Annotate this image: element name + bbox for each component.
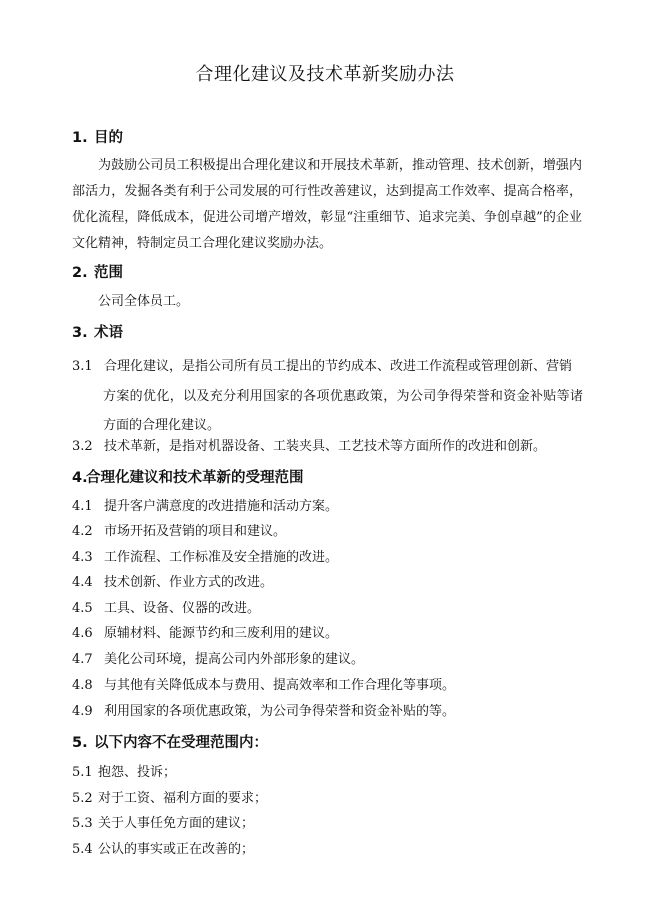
scope-item <box>72 522 286 542</box>
item-text: 技术创新、作业方式的改进。 <box>104 575 274 590</box>
item-text: 原辅材料、能源节约和三废利用的建议。 <box>104 626 339 641</box>
item-text: 技术革新，是指对机器设备、工装夹具、工艺技术等方面所作的改进和创新。 <box>104 439 547 454</box>
scope-item <box>72 702 455 722</box>
item-text: 提升客户满意度的改进措施和活动方案。 <box>104 499 339 514</box>
item-number: 4.4 <box>72 575 93 590</box>
section-title: 术语 <box>94 325 123 341</box>
item-number: 5.1 <box>72 765 93 780</box>
item-text: 抱怨、投诉； <box>98 765 177 780</box>
item-number: 5.4 <box>72 842 93 857</box>
section-5-heading <box>72 732 268 754</box>
item-number: 4.3 <box>72 550 93 565</box>
item-number: 3.2 <box>72 439 93 454</box>
item-text: 对于工资、福利方面的要求； <box>98 791 268 806</box>
scope-item <box>72 676 455 696</box>
item-number: 4.7 <box>72 652 93 667</box>
item-number: 4.8 <box>72 678 93 693</box>
section-number: 3. <box>72 325 88 341</box>
exclusion-item <box>72 763 176 783</box>
item-number: 4.1 <box>72 499 93 514</box>
item-text: 市场开拓及营销的项目和建议。 <box>104 524 287 539</box>
item-text: 关于人事任免方面的建议； <box>98 816 255 831</box>
exclusion-item <box>72 789 267 809</box>
item-number: 5.3 <box>72 816 93 831</box>
section-number: 4. <box>72 470 88 486</box>
scope-item <box>72 624 338 644</box>
section-1-body: 为鼓励公司员工积极提出合理化建议和开展技术革新，推动管理、技术创新，增强内部活力，发掘各类有利于公司发展的可行性改善建议，达到提高工作效率、提高合格率，优化流程，降低成本，促进公司增产增效，彰显“注重细节、追求完美、争创卓越”的企业文化精神，特制定员工合理化建议奖励办法。 <box>72 158 582 251</box>
item-number: 3.1 <box>72 359 93 374</box>
scope-item <box>72 599 260 619</box>
scope-item <box>72 573 273 593</box>
section-2-heading <box>72 262 123 284</box>
section-number: 1. <box>72 130 88 146</box>
item-text: 与其他有关降低成本与费用、提高效率和工作合理化等事项。 <box>104 678 456 693</box>
scope-item <box>72 650 364 670</box>
section-3-heading <box>72 322 123 344</box>
section-number: 5. <box>72 735 88 751</box>
section-title: 合理化建议和技术革新的受理范围 <box>86 470 304 486</box>
item-number: 4.5 <box>72 601 93 616</box>
item-text: 工作流程、工作标准及安全措施的改进。 <box>104 550 339 565</box>
item-text: 利用国家的各项优惠政策，为公司争得荣誉和资金补贴的等。 <box>104 704 456 719</box>
exclusion-item <box>72 814 254 834</box>
item-number: 4.6 <box>72 626 93 641</box>
term-item <box>72 357 572 377</box>
item-text: 美化公司环境，提高公司内外部形象的建议。 <box>104 652 365 667</box>
item-text: 合理化建议，是指公司所有员工提出的节约成本、改进工作流程或管理创新、营销 <box>104 359 573 374</box>
section-title: 范围 <box>94 265 123 281</box>
section-1-heading <box>72 127 123 149</box>
term-item-continuation: 方案的优化，以及充分利用国家的各项优惠政策，为公司争得荣誉和资金补贴等诸方面的合理化建议。 <box>103 389 583 433</box>
scope-item <box>72 548 338 568</box>
document-title: 合理化建议及技术革新奖励办法 <box>195 64 455 85</box>
item-number: 4.2 <box>72 524 93 539</box>
section-title: 目的 <box>94 130 123 146</box>
scope-item <box>72 497 338 517</box>
item-text: 公认的事实或正在改善的； <box>98 842 255 857</box>
exclusion-item <box>72 840 254 860</box>
item-number: 5.2 <box>72 791 93 806</box>
section-title: 以下内容不在受理范围内： <box>94 735 268 751</box>
section-2-body: 公司全体员工。 <box>98 294 190 309</box>
section-4-heading <box>72 467 304 489</box>
term-item <box>72 437 546 457</box>
item-text: 工具、设备、仪器的改进。 <box>104 601 261 616</box>
section-number: 2. <box>72 265 88 281</box>
item-number: 4.9 <box>72 704 93 719</box>
